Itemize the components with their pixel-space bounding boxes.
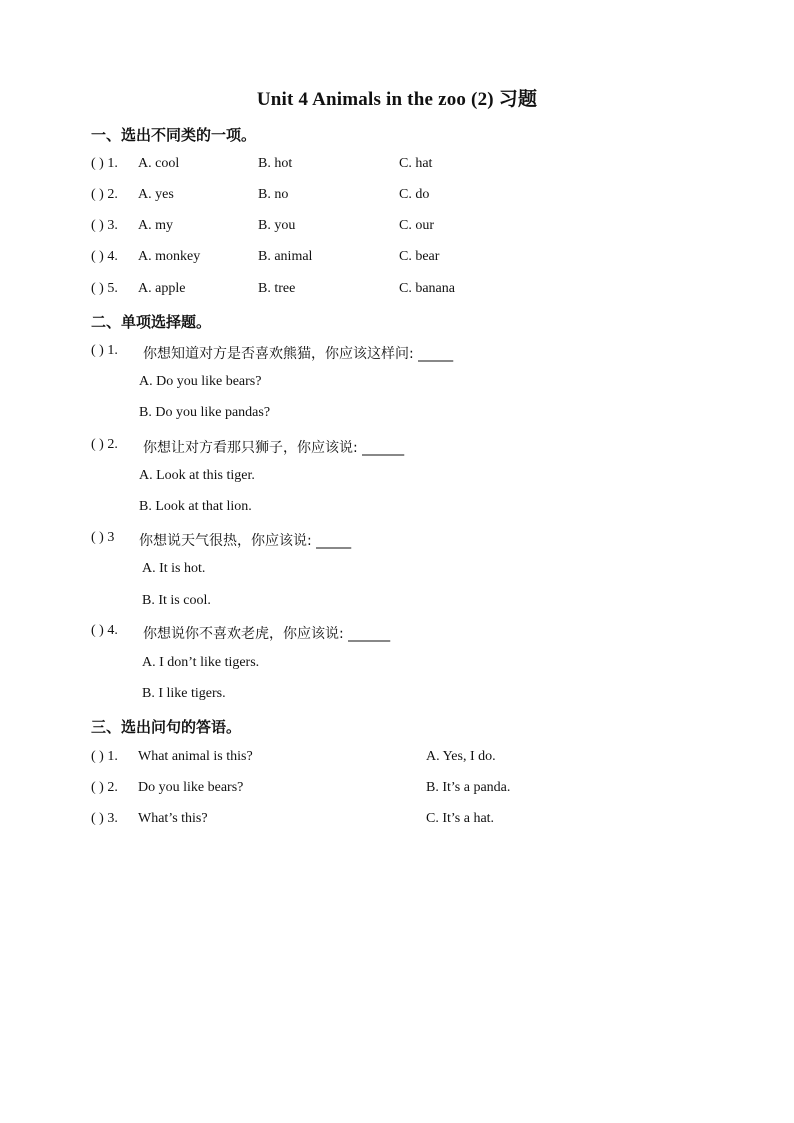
question-text: 你想说天气很热，你应该说: _____	[139, 533, 352, 549]
item-number: ( ) 1.	[91, 156, 118, 171]
option-c: C. bear	[399, 249, 440, 264]
option-a: A. cool	[138, 156, 180, 171]
item-number: ( ) 2.	[91, 780, 118, 795]
section-1-item-2	[0, 187, 794, 207]
option-c: C. do	[399, 187, 430, 202]
section-3-item-2	[0, 780, 794, 800]
question-text: Do you like bears?	[138, 780, 244, 795]
question-text: What’s this?	[138, 811, 208, 826]
option-a: A. monkey	[138, 249, 201, 264]
section-1-item-3	[0, 218, 794, 238]
option-a: A. Look at this tiger.	[139, 468, 255, 483]
section-3-item-1	[0, 749, 794, 769]
item-number: ( ) 5.	[91, 281, 118, 296]
option-b: B. you	[258, 218, 296, 233]
question-text: 你想知道对方是否喜欢熊猫，你应该这样问: _____	[143, 346, 454, 362]
option-c: C. banana	[399, 281, 455, 296]
question-text: 你想说你不喜欢老虎，你应该说: ______	[143, 626, 391, 642]
option-a: A. yes	[138, 187, 174, 202]
item-number: ( ) 4.	[91, 623, 118, 638]
option-b: B. tree	[258, 281, 296, 296]
option-c: C. hat	[399, 156, 433, 171]
option-b: B. It is cool.	[142, 593, 211, 608]
item-number: ( ) 3	[91, 530, 115, 545]
section-2-item-4	[0, 623, 794, 643]
section-2-item-2	[0, 437, 794, 457]
section-1-heading: 一、选出不同类的一项。	[91, 126, 257, 144]
section-2-heading: 二、单项选择题。	[91, 313, 212, 331]
option-a: A. I don’t like tigers.	[142, 655, 260, 670]
option-a: A. It is hot.	[142, 561, 206, 576]
option-a: A. Do you like bears?	[139, 374, 262, 389]
option-b: B. I like tigers.	[142, 686, 226, 701]
item-number: ( ) 2.	[91, 437, 118, 452]
section-2-item-1	[0, 343, 794, 363]
option-c: C. our	[399, 218, 434, 233]
section-3-item-3	[0, 811, 794, 831]
question-text: What animal is this?	[138, 749, 253, 764]
page-title: Unit 4 Animals in the zoo (2) 习题	[256, 89, 538, 110]
answer-text: B. It’s a panda.	[426, 780, 511, 795]
option-b: B. animal	[258, 249, 313, 264]
item-number: ( ) 1.	[91, 749, 118, 764]
item-number: ( ) 3.	[91, 218, 118, 233]
option-a: A. my	[138, 218, 173, 233]
option-b: B. no	[258, 187, 289, 202]
question-text: 你想让对方看那只狮子，你应该说: ______	[143, 440, 405, 456]
item-number: ( ) 2.	[91, 187, 118, 202]
section-2-item-3	[0, 530, 794, 550]
option-a: A. apple	[138, 281, 186, 296]
item-number: ( ) 4.	[91, 249, 118, 264]
item-number: ( ) 1.	[91, 343, 118, 358]
section-1-item-1	[0, 156, 794, 176]
item-number: ( ) 3.	[91, 811, 118, 826]
option-b: B. Look at that lion.	[139, 499, 252, 514]
section-1-item-5	[0, 281, 794, 301]
option-b: B. hot	[258, 156, 293, 171]
option-b: B. Do you like pandas?	[139, 405, 271, 420]
section-3-heading: 三、选出问句的答语。	[91, 718, 242, 736]
answer-text: A. Yes, I do.	[426, 749, 496, 764]
answer-text: C. It’s a hat.	[426, 811, 495, 826]
section-1-item-4	[0, 249, 794, 269]
